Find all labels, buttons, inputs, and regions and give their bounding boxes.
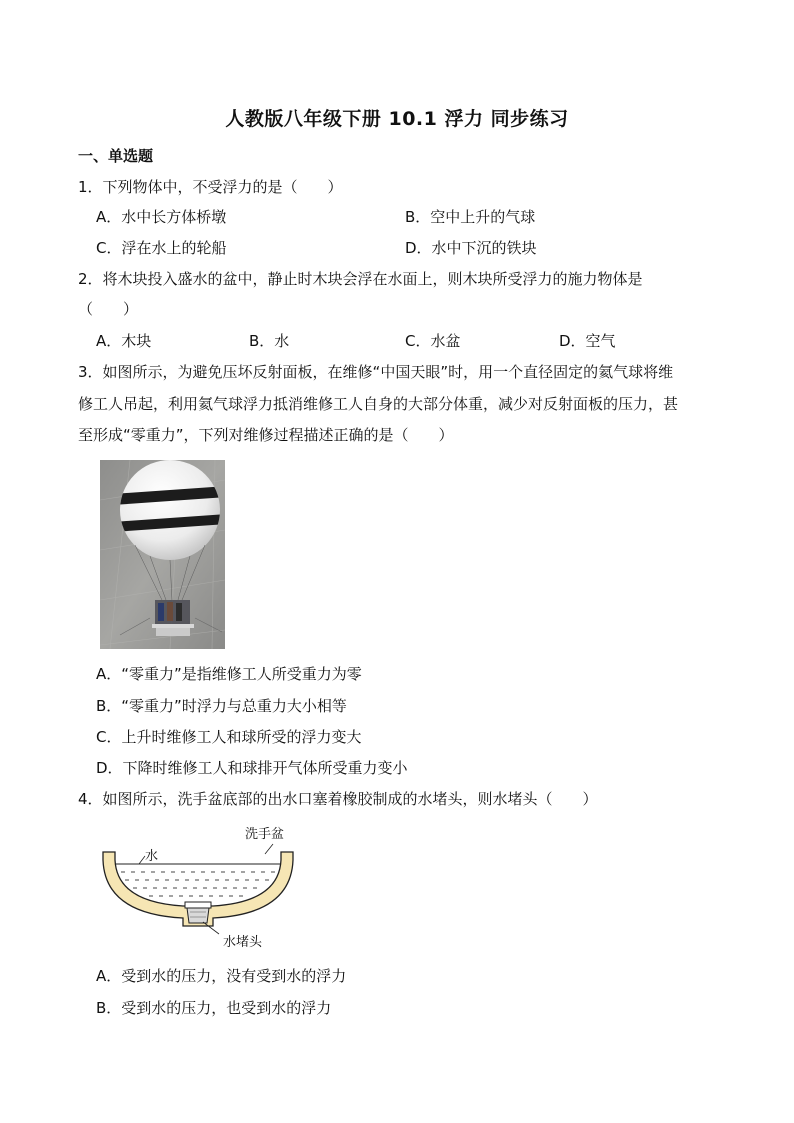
question-4-option-b: B．受到水的压力，也受到水的浮力 <box>96 999 332 1017</box>
question-2-option-c: C．水盆 <box>405 332 461 350</box>
drain-plug <box>185 902 211 923</box>
wash-basin-diagram <box>95 822 305 952</box>
question-2-option-d: D．空气 <box>559 332 616 350</box>
question-3-option-b: B．“零重力”时浮力与总重力大小相等 <box>96 697 347 715</box>
question-3-option-c: C．上升时维修工人和球所受的浮力变大 <box>96 728 362 746</box>
question-4-stem: 4．如图所示，洗手盆底部的出水口塞着橡胶制成的水堵头，则水堵头（ ） <box>78 790 598 808</box>
water-label: 水 <box>145 849 159 864</box>
helium-balloon-photo <box>100 460 225 649</box>
question-3-stem-line-3: 至形成“零重力”，下列对维修过程描述正确的是（ ） <box>78 426 454 444</box>
plug-label: 水堵头 <box>223 935 263 950</box>
question-2-stem-line-2: （ ） <box>78 300 139 318</box>
basin-label: 洗手盆 <box>245 827 285 842</box>
question-3-stem-line-2: 修工人吊起，利用氦气球浮力抵消维修工人自身的大部分体重，减少对反射面板的压力，甚 <box>78 395 679 413</box>
water-fill <box>121 872 275 896</box>
question-4-option-a: A．受到水的压力，没有受到水的浮力 <box>96 967 347 985</box>
question-3-stem-line-1: 3．如图所示，为避免压坏反射面板，在维修“中国天眼”时，用一个直径固定的氦气球将维 <box>78 363 674 381</box>
question-2-stem-line-1: 2．将木块投入盛水的盆中，静止时木块会浮在水面上，则木块所受浮力的施力物体是 <box>78 270 643 288</box>
question-2-option-b: B．水 <box>249 332 290 350</box>
question-1-option-c: C．浮在水上的轮船 <box>96 239 227 257</box>
question-3-option-a: A．“零重力”是指维修工人所受重力为零 <box>96 665 362 683</box>
question-1-option-d: D．水中下沉的铁块 <box>405 239 537 257</box>
question-1-stem: 1．下列物体中，不受浮力的是（ ） <box>78 178 343 196</box>
section-heading: 一、单选题 <box>78 147 154 165</box>
question-2-option-a: A．木块 <box>96 332 152 350</box>
question-3-option-d: D．下降时维修工人和球排开气体所受重力变小 <box>96 759 408 777</box>
question-1-option-a: A．水中长方体桥墩 <box>96 208 227 226</box>
page-title: 人教版八年级下册 10.1 浮力 同步练习 <box>225 108 569 130</box>
question-1-option-b: B．空中上升的气球 <box>405 208 536 226</box>
